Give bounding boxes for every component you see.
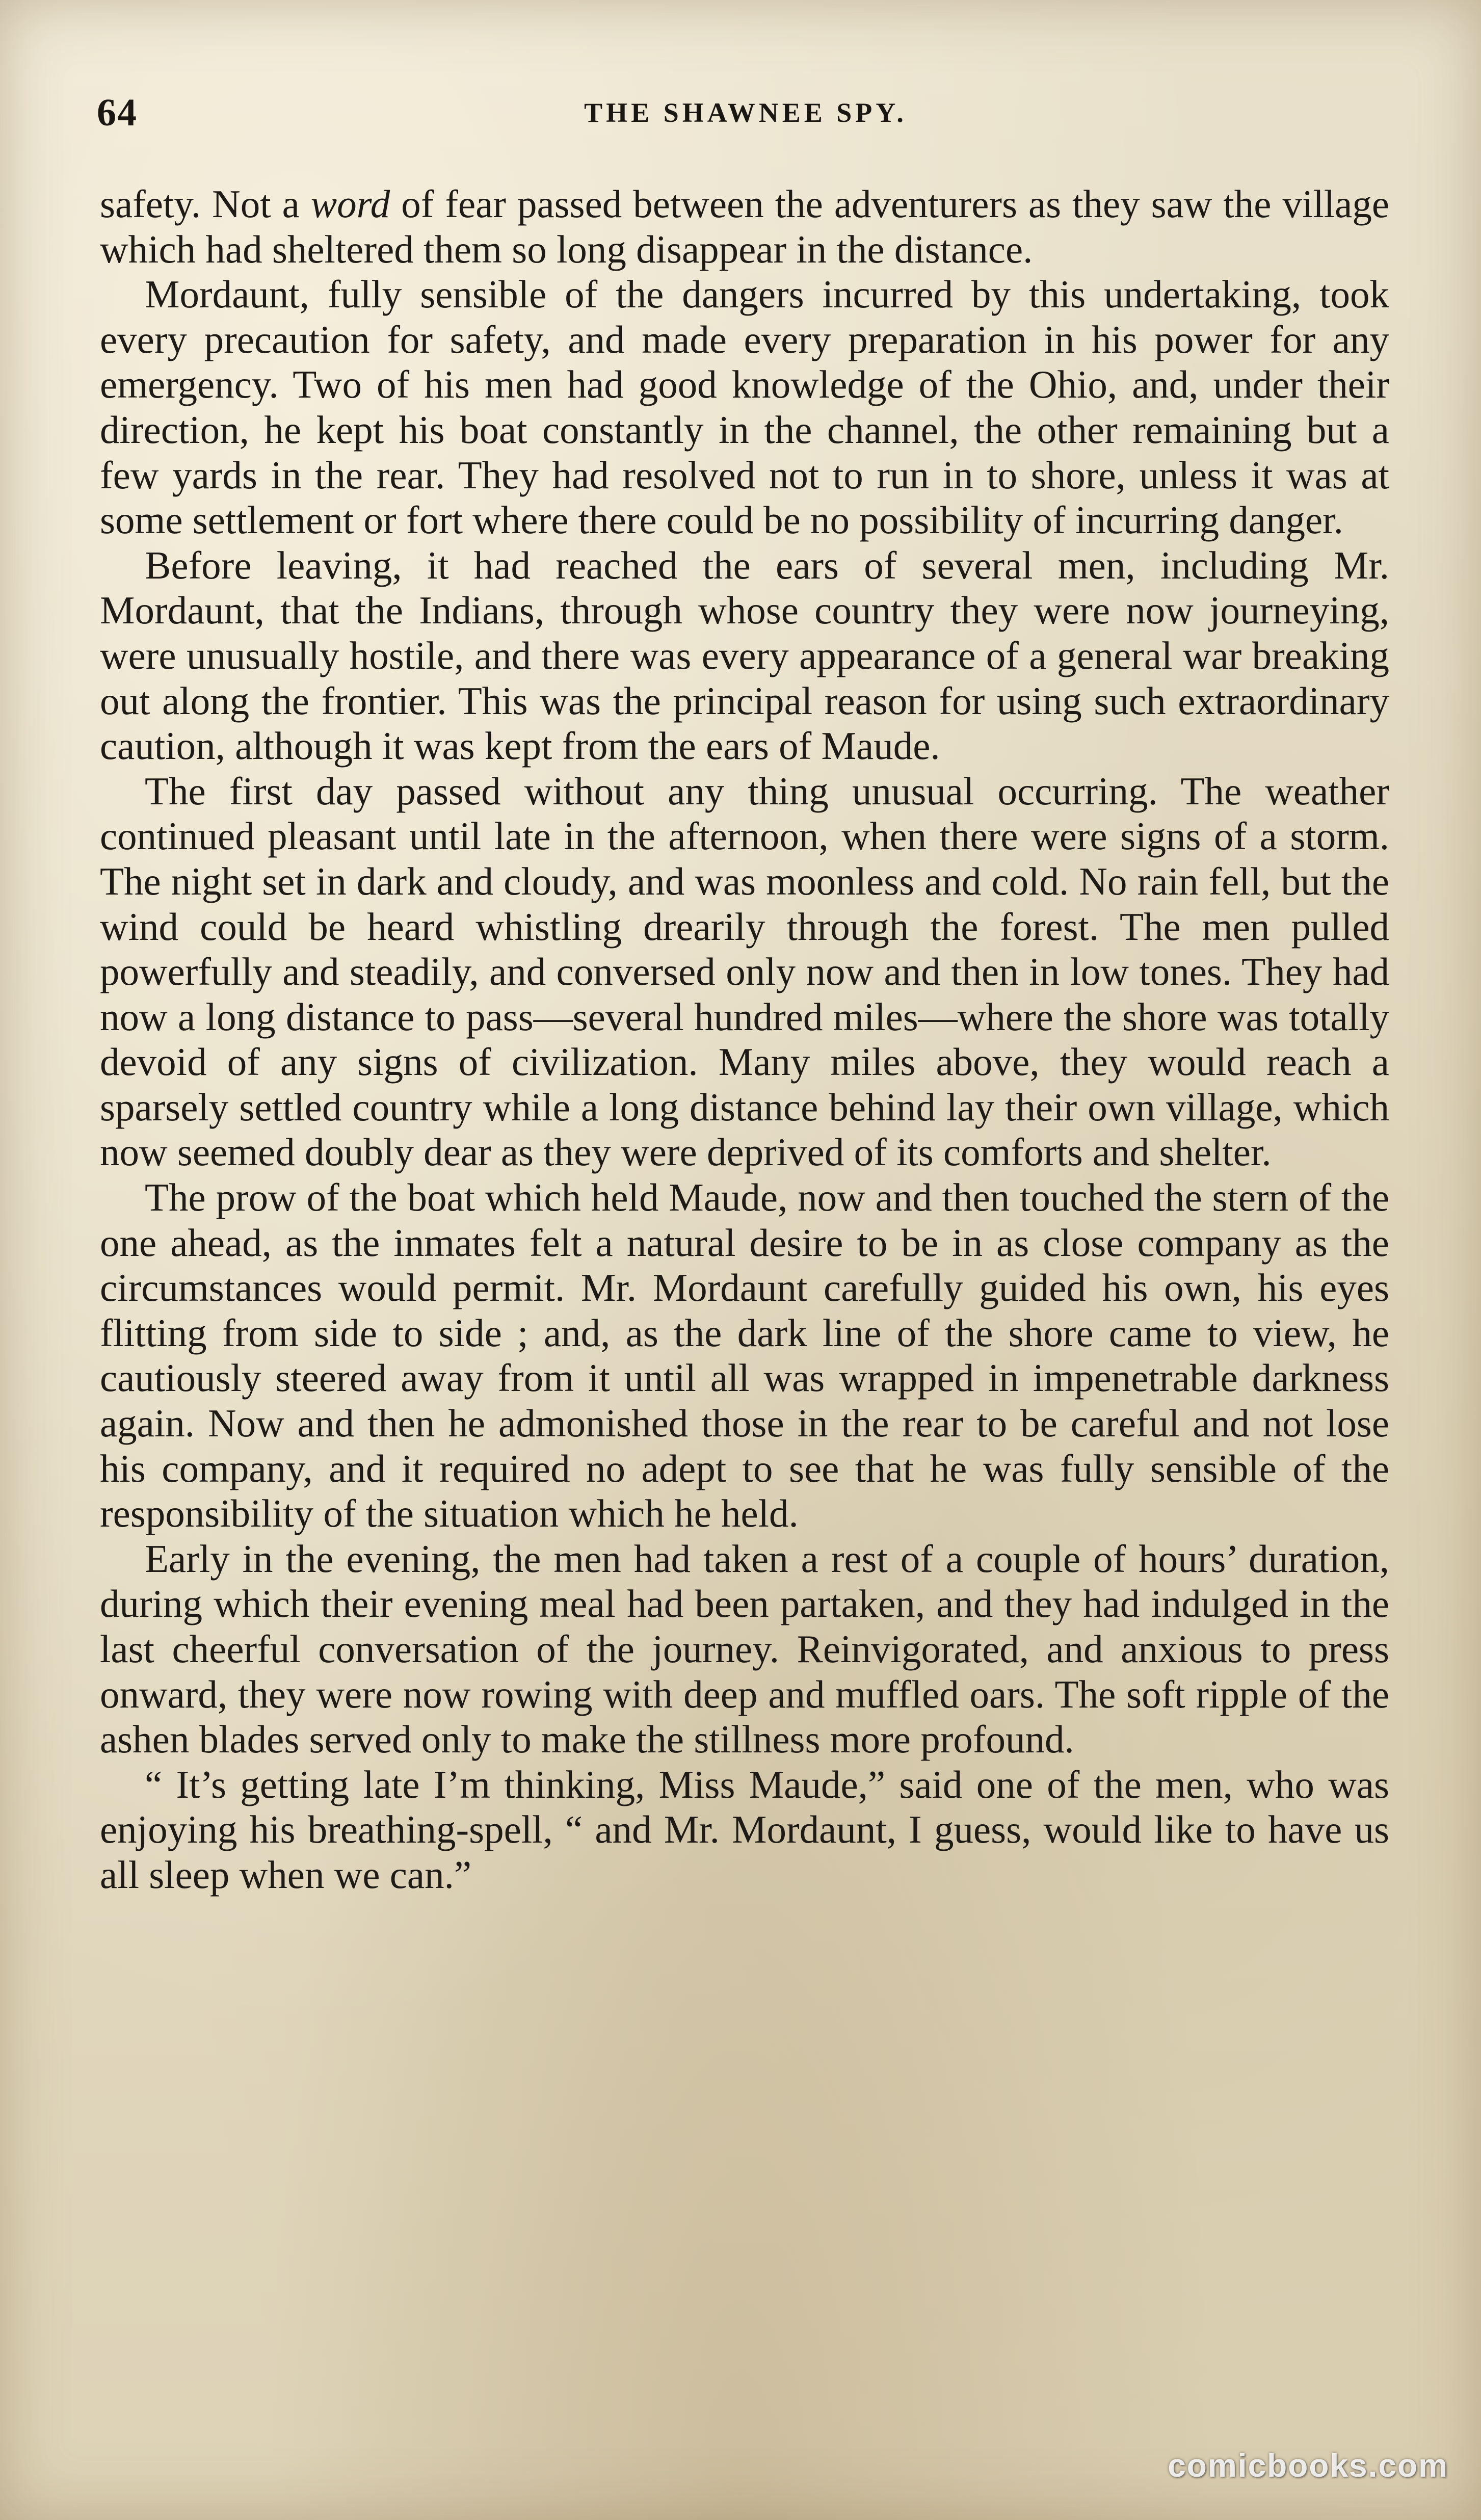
paragraph-5: The prow of the boat which held Maude, now and then touched the stern of the one ahead, as the inmates felt a natural desire to be in as close company as the circumstances would permit. Mr. Mordaunt carefully guided his own, his eyes flitting from side to side ; and, as the dark line of the shore came to view, he cautiously steered away from it until all was wrapped in impenetrable darkness again. Now and then he admonished those in the rear to be careful and not lose his company, and it required no adept to see that he was fully sensible of the responsibility of the situation which he held. bbox=[100, 1175, 1389, 1536]
running-title: THE SHAWNEE SPY. bbox=[584, 97, 907, 128]
paragraph-3: Before leaving, it had reached the ears of several men, including Mr. Mordaunt, that the Indians, through whose country they were now journeying, were unusually hostile, and there was every appearance of a general war breaking out along the frontier. This was the principal reason for using such extraordinary caution, although it was kept from the ears of Maude. bbox=[100, 543, 1389, 768]
emphasized-word: word bbox=[310, 182, 390, 226]
page-header bbox=[97, 91, 1394, 137]
paragraph-1-after: of fear passed between the adventurers as they saw the village which had sheltered them so long disappear in the distance. bbox=[100, 182, 1389, 271]
watermark: comicbooks.com bbox=[1168, 2447, 1448, 2484]
body-text bbox=[100, 181, 1389, 1898]
paragraph-2: Mordaunt, fully sensible of the dangers incurred by this undertaking, took every precaution for safety, and made every preparation in his power for any emergency. Two of his men had good knowledge of the Ohio, and, under their direction, he kept his boat constantly in the channel, the other remaining but a few yards in the rear. They had resolved not to run in to shore, unless it was at some settlement or fort where there could be no possibility of incurring danger. bbox=[100, 272, 1389, 542]
paragraph-7: “ It’s getting late I’m thinking, Miss Maude,” said one of the men, who was enjoying his breathing-spell, “ and Mr. Mordaunt, I guess, would like to have us all sleep when we can.” bbox=[100, 1762, 1389, 1897]
paragraph-6: Early in the evening, the men had taken a rest of a couple of hours’ duration, during which their evening meal had been partaken, and they had indulged in the last cheerful conversation of the journey. Reinvigorated, and anxious to press onward, they were now rowing with deep and muffled oars. The soft ripple of the ashen blades served only to make the stillness more profound. bbox=[100, 1536, 1389, 1762]
paragraph-1 bbox=[100, 181, 1389, 272]
paragraph-4: The first day passed without any thing unusual occurring. The weather continued pleasant until late in the afternoon, when there were signs of a storm. The night set in dark and cloudy, and was moonless and cold. No rain fell, but the wind could be heard whistling drearily through the forest. The men pulled powerfully and steadily, and conversed only now and then in low tones. They had now a long distance to pass—several hundred miles—where the shore was totally devoid of any signs of civilization. Many miles above, they would reach a sparsely settled country while a long distance behind lay their own village, which now seemed doubly dear as they were deprived of its comforts and shelter. bbox=[100, 769, 1389, 1174]
paragraph-1-before: safety. Not a bbox=[100, 182, 311, 226]
page-number: 64 bbox=[97, 91, 138, 134]
